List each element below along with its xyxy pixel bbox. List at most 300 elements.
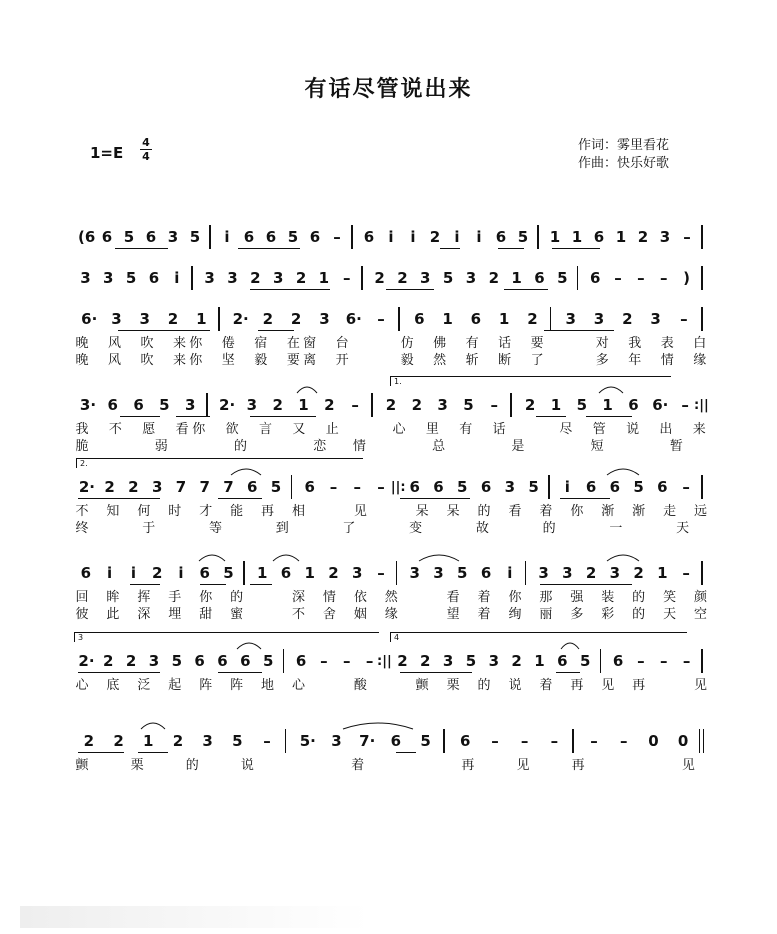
lyric-char: 不 (291, 607, 305, 622)
lyric-char: 着 (477, 607, 491, 622)
lyric-char: 深 (137, 607, 151, 622)
lyric-char: 能 (230, 504, 244, 519)
barline (701, 561, 703, 585)
note: 1 (196, 310, 207, 328)
lyric-char: 甜 (199, 607, 213, 622)
lyric-char: 晚 (75, 353, 89, 368)
note: 6 (280, 564, 292, 582)
lyric-char: 栗 (446, 678, 460, 693)
note: i (174, 269, 180, 287)
lyric-char: 暂 (669, 439, 683, 454)
note: 5 (463, 396, 474, 414)
lyric-line (0, 353, 777, 371)
beam-line (400, 498, 470, 499)
beam-line (238, 248, 300, 249)
note: 5 (517, 228, 529, 246)
lyric-char: 一 (609, 521, 623, 536)
lyric-char: 渐 (601, 504, 615, 519)
barline (206, 393, 208, 417)
barline (283, 649, 285, 673)
lyric-char: 心 (392, 422, 406, 437)
note: 6 (460, 732, 471, 750)
lyric-char: 你 (508, 590, 522, 605)
lyric-char: 有 (459, 422, 473, 437)
beam-line (386, 289, 434, 290)
note: 2 (324, 396, 335, 414)
beam-line (176, 416, 210, 417)
note: 2 (272, 396, 283, 414)
lyric-line (0, 758, 777, 776)
lyric-char: 颤 (75, 758, 89, 773)
beam-line (586, 416, 632, 417)
barline (572, 729, 574, 753)
lyric-char: 着 (477, 590, 491, 605)
beam-line (440, 248, 460, 249)
lyric-char: 看 (175, 422, 189, 437)
lyric-char: 了 (342, 521, 356, 536)
lyric-char: 看 (508, 504, 522, 519)
note: 6 (433, 478, 444, 496)
lyric-char: 你 (189, 353, 203, 368)
lyric-char: 彩 (601, 607, 615, 622)
note: i (564, 478, 570, 496)
lyric-char: 你 (192, 422, 206, 437)
note: 1 (498, 310, 510, 328)
lyric-char: 绚 (508, 607, 522, 622)
beam-line (396, 752, 416, 753)
lyric-char: 的 (233, 439, 247, 454)
note: i (388, 228, 394, 246)
lyric-char: 要 (530, 336, 544, 351)
dash-hold: – (263, 732, 271, 750)
barline (243, 561, 245, 585)
scan-smudge (20, 906, 370, 928)
score-system (0, 726, 777, 796)
lyric-char: 渐 (632, 504, 646, 519)
lyric-char: 坚 (221, 353, 235, 368)
dash-hold: – (490, 396, 499, 414)
lyric-line (0, 504, 777, 522)
lyric-char: 斩 (465, 353, 479, 368)
note: 2 (172, 732, 184, 750)
lyric-char: 欲 (225, 422, 239, 437)
note: 6 (628, 396, 639, 414)
lyric-char: 佛 (433, 336, 447, 351)
lyric-char: 依 (353, 590, 367, 605)
note: 7 (175, 478, 187, 496)
barline (291, 475, 293, 499)
dash-hold: – (681, 396, 689, 414)
lyric-char: 是 (511, 439, 525, 454)
note: 2 (167, 310, 179, 328)
barline (600, 649, 602, 673)
lyric-char: 呆 (415, 504, 429, 519)
note: 6 (148, 269, 160, 287)
note: 5 (232, 732, 243, 750)
barline (701, 475, 703, 499)
lyric-char: 白 (693, 336, 707, 351)
lyric-char: 地 (261, 678, 275, 693)
lyric-char: 深 (291, 590, 305, 605)
lyric-char: 我 (75, 422, 89, 437)
note: 0 (677, 732, 689, 750)
volta-label: 2. (80, 459, 88, 468)
notation-line (0, 304, 777, 334)
barline (550, 307, 552, 331)
beam-line (250, 584, 272, 585)
note: 6 (589, 269, 601, 287)
lyric-char: 要 (286, 353, 300, 368)
lyric-char: 又 (292, 422, 306, 437)
lyric-char: 空 (694, 607, 708, 622)
note: 5 (125, 269, 137, 287)
note: 6 (612, 652, 624, 670)
note: 6 (243, 228, 255, 246)
lyric-char: 再 (571, 758, 585, 773)
score-system (0, 390, 777, 460)
note: 3 (420, 269, 431, 287)
dash-hold: – (590, 732, 598, 750)
note: 2 (524, 396, 536, 414)
note: i (107, 564, 113, 582)
lyric-char: 你 (189, 336, 203, 351)
note: 2 (488, 269, 500, 287)
lyric-char: 见 (601, 678, 615, 693)
note: 5 (576, 396, 587, 414)
lyric-char: 回 (75, 590, 89, 605)
note: 2· (219, 396, 236, 414)
note: 5 (123, 228, 135, 246)
repeat-end-sign: :|| (694, 398, 709, 413)
lyric-char: 栗 (130, 758, 144, 773)
barline (701, 225, 703, 249)
lyric-char: 风 (107, 336, 121, 351)
lyric-char: 姻 (353, 607, 367, 622)
note: 1 (657, 564, 668, 582)
slur-arc (272, 552, 300, 562)
note: 2 (83, 732, 95, 750)
barline (398, 307, 400, 331)
note: 3 (437, 396, 448, 414)
dash-hold: – (659, 269, 668, 287)
dash-hold: – (637, 269, 645, 287)
beam-line (560, 498, 610, 499)
note: 1 (318, 269, 330, 287)
lyric-char: 阵 (199, 678, 213, 693)
note: 3 (139, 310, 150, 328)
lyric-char: 走 (663, 504, 677, 519)
lyric-line (0, 439, 777, 457)
dash-hold: – (682, 478, 690, 496)
dash-hold: – (659, 652, 668, 670)
notation-line (0, 558, 777, 588)
note: 6 (145, 228, 157, 246)
lyric-char: 见 (694, 678, 708, 693)
dash-hold: – (683, 228, 691, 246)
note: 6· (81, 310, 98, 328)
note: 6 (80, 564, 92, 582)
score-system (0, 558, 777, 628)
lyric-char: 的 (477, 678, 491, 693)
note: 6 (363, 228, 375, 246)
dash-hold: – (614, 269, 622, 287)
repeat-start-sign: ||: (390, 480, 406, 495)
note: i (130, 564, 136, 582)
note: 3· (79, 396, 97, 414)
volta-label: 1. (394, 377, 402, 386)
lyric-char: 在 (286, 336, 300, 351)
lyric-char: 你 (570, 504, 584, 519)
note: 5 (457, 564, 468, 582)
lyric-char: 的 (632, 590, 646, 605)
note: 6 (265, 228, 277, 246)
barline (361, 266, 363, 290)
lyric-line (0, 336, 777, 354)
beam-line (78, 498, 160, 499)
lyric-char: 的 (230, 590, 244, 605)
notation-line (0, 390, 777, 420)
note: 6 (199, 564, 210, 582)
barline (209, 225, 211, 249)
note: 2 (633, 564, 644, 582)
note: 6 (585, 478, 597, 496)
beam-line (536, 416, 566, 417)
note: 0 (648, 732, 659, 750)
barline (510, 393, 512, 417)
note: 3 (562, 564, 573, 582)
key-signature: 1=E (90, 144, 124, 162)
lyric-char: 着 (351, 758, 365, 773)
lyric-char: 于 (142, 521, 156, 536)
lyric-char: 台 (335, 336, 349, 351)
note: 3 (465, 269, 477, 287)
note: 5 (633, 478, 644, 496)
note: 6 (246, 478, 258, 496)
lyric-char: 话 (492, 422, 506, 437)
note: 1 (549, 228, 561, 246)
lyric-line (0, 678, 777, 696)
note: 6· (345, 310, 362, 328)
note: 3 (151, 478, 163, 496)
lyric-char: 天 (663, 607, 677, 622)
lyric-char: 话 (498, 336, 512, 351)
note: 1 (442, 310, 453, 328)
volta-bracket (74, 632, 379, 642)
note: 6 (470, 310, 482, 328)
note: 2 (511, 652, 522, 670)
note: 5 (465, 652, 477, 670)
note: 5 (262, 652, 274, 670)
score-system (0, 472, 777, 542)
lyric-char: 知 (106, 504, 120, 519)
lyric-char: 出 (659, 422, 673, 437)
lyric-char: 尽 (559, 422, 573, 437)
lyric-char: 变 (409, 521, 423, 536)
barline (525, 561, 527, 585)
beam-line (78, 672, 160, 673)
lyric-char: 仿 (400, 336, 414, 351)
beam-line (130, 584, 160, 585)
note: 2 (411, 396, 423, 414)
dash-hold: – (377, 310, 385, 328)
note: 2 (385, 396, 397, 414)
note: i (454, 228, 460, 246)
lyric-char: 故 (475, 521, 489, 536)
lyric-char: 短 (590, 439, 604, 454)
note: 5 (171, 652, 183, 670)
note: 2 (328, 564, 339, 582)
note: 3 (659, 228, 671, 246)
beam-line (78, 752, 124, 753)
lyric-char: 缘 (693, 353, 707, 368)
lyric-char: 那 (539, 590, 553, 605)
lyric-line (0, 607, 777, 625)
dash-hold: – (680, 310, 688, 328)
lyric-char: 望 (446, 607, 460, 622)
slur-arc (606, 466, 640, 476)
lyric-char: 笑 (663, 590, 677, 605)
dash-hold: – (637, 652, 645, 670)
dash-hold: – (365, 652, 374, 670)
note: 3 (593, 310, 605, 328)
note: 3 (409, 564, 420, 582)
lyric-char: 心 (75, 678, 89, 693)
note: 2 (151, 564, 163, 582)
note: 6 (409, 478, 420, 496)
dash-hold: – (329, 478, 338, 496)
time-numerator: 4 (142, 136, 150, 149)
lyric-char: 再 (461, 758, 475, 773)
note: 3 (184, 396, 196, 414)
beam-line (250, 416, 316, 417)
lyric-char: 的 (477, 504, 491, 519)
note: 1 (304, 564, 315, 582)
beam-line (544, 330, 614, 331)
barline (577, 266, 579, 290)
note: 3 (565, 310, 576, 328)
lyric-char: 吹 (140, 336, 154, 351)
slur-arc (606, 552, 640, 562)
barline (371, 393, 373, 417)
dash-hold: – (353, 478, 361, 496)
lyric-char: 止 (325, 422, 339, 437)
lyric-char: 颜 (694, 590, 708, 605)
lyric-char: 毅 (400, 353, 414, 368)
score-system (0, 304, 777, 374)
note: 2 (128, 478, 139, 496)
dash-hold: – (351, 396, 359, 414)
lyric-char: 再 (632, 678, 646, 693)
lyric-char: 再 (570, 678, 584, 693)
lyric-char: 的 (542, 521, 556, 536)
dash-hold: – (333, 228, 341, 246)
note: 2 (397, 652, 408, 670)
lyric-char: 的 (185, 758, 199, 773)
lyric-char: 彼 (75, 607, 89, 622)
lyric-char: 终 (75, 521, 89, 536)
lyric-char: 埋 (168, 607, 182, 622)
lyric-char: 多 (570, 607, 584, 622)
lyric-line (0, 422, 777, 440)
lyric-char: 毅 (254, 353, 268, 368)
lyric-line (0, 521, 777, 539)
lyric-char: 情 (660, 353, 674, 368)
note: 2 (262, 310, 274, 328)
lyric-char: 何 (137, 504, 151, 519)
lyric-char: 断 (498, 353, 512, 368)
lyric-char: 吹 (140, 353, 154, 368)
note: i (476, 228, 482, 246)
lyric-char: 到 (275, 521, 289, 536)
note: 1 (511, 269, 522, 287)
note: 3 (609, 564, 621, 582)
volta-bracket (76, 458, 363, 468)
lyric-char: 来 (173, 336, 187, 351)
lyric-char: 恋 (313, 439, 327, 454)
note: 2 (250, 269, 261, 287)
lyric-char: 着 (539, 678, 553, 693)
lyric-char: 天 (676, 521, 690, 536)
barline (191, 266, 193, 290)
lyric-char: 对 (595, 336, 609, 351)
dash-hold: – (620, 732, 628, 750)
lyric-char: 窗 (303, 336, 317, 351)
note: 3 (167, 228, 179, 246)
note: 2 (637, 228, 649, 246)
note: 2 (104, 478, 115, 496)
lyric-char: 倦 (221, 336, 235, 351)
lyric-char: 相 (291, 504, 305, 519)
dash-hold: – (320, 652, 328, 670)
beam-line (218, 498, 262, 499)
lyric-char: 眸 (106, 590, 120, 605)
lyric-char: 酸 (353, 678, 367, 693)
dash-hold: – (682, 652, 691, 670)
note: 3 (272, 269, 284, 287)
lyric-char: 起 (168, 678, 182, 693)
lyric-char: 颤 (415, 678, 429, 693)
lyric-char: 强 (570, 590, 584, 605)
note: 6 (657, 478, 668, 496)
note: 6 (194, 652, 205, 670)
note: 6 (414, 310, 425, 328)
barline (351, 225, 353, 249)
lyric-char: 心 (291, 678, 305, 693)
note: 2 (527, 310, 538, 328)
lyric-line (0, 590, 777, 608)
note: 3 (246, 396, 258, 414)
beam-line (400, 672, 472, 673)
note: 6 (593, 228, 605, 246)
lyric-char: 呆 (446, 504, 460, 519)
note: 2 (103, 652, 114, 670)
lyric-char: 宿 (254, 336, 268, 351)
slur-arc (342, 720, 414, 730)
note: 1 (615, 228, 627, 246)
lyric-char: 着 (539, 504, 553, 519)
note: 3 (227, 269, 238, 287)
dash-hold: – (342, 652, 351, 670)
note: 2 (420, 652, 431, 670)
lyric-char: 阵 (230, 678, 244, 693)
composer-credit: 作曲：快乐好歌 (578, 156, 670, 171)
note: 3 (148, 652, 160, 670)
note: 2· (78, 478, 96, 496)
lyric-char: 挥 (137, 590, 151, 605)
lyric-char: 开 (335, 353, 349, 368)
note: 3 (202, 732, 213, 750)
note: 2 (113, 732, 124, 750)
